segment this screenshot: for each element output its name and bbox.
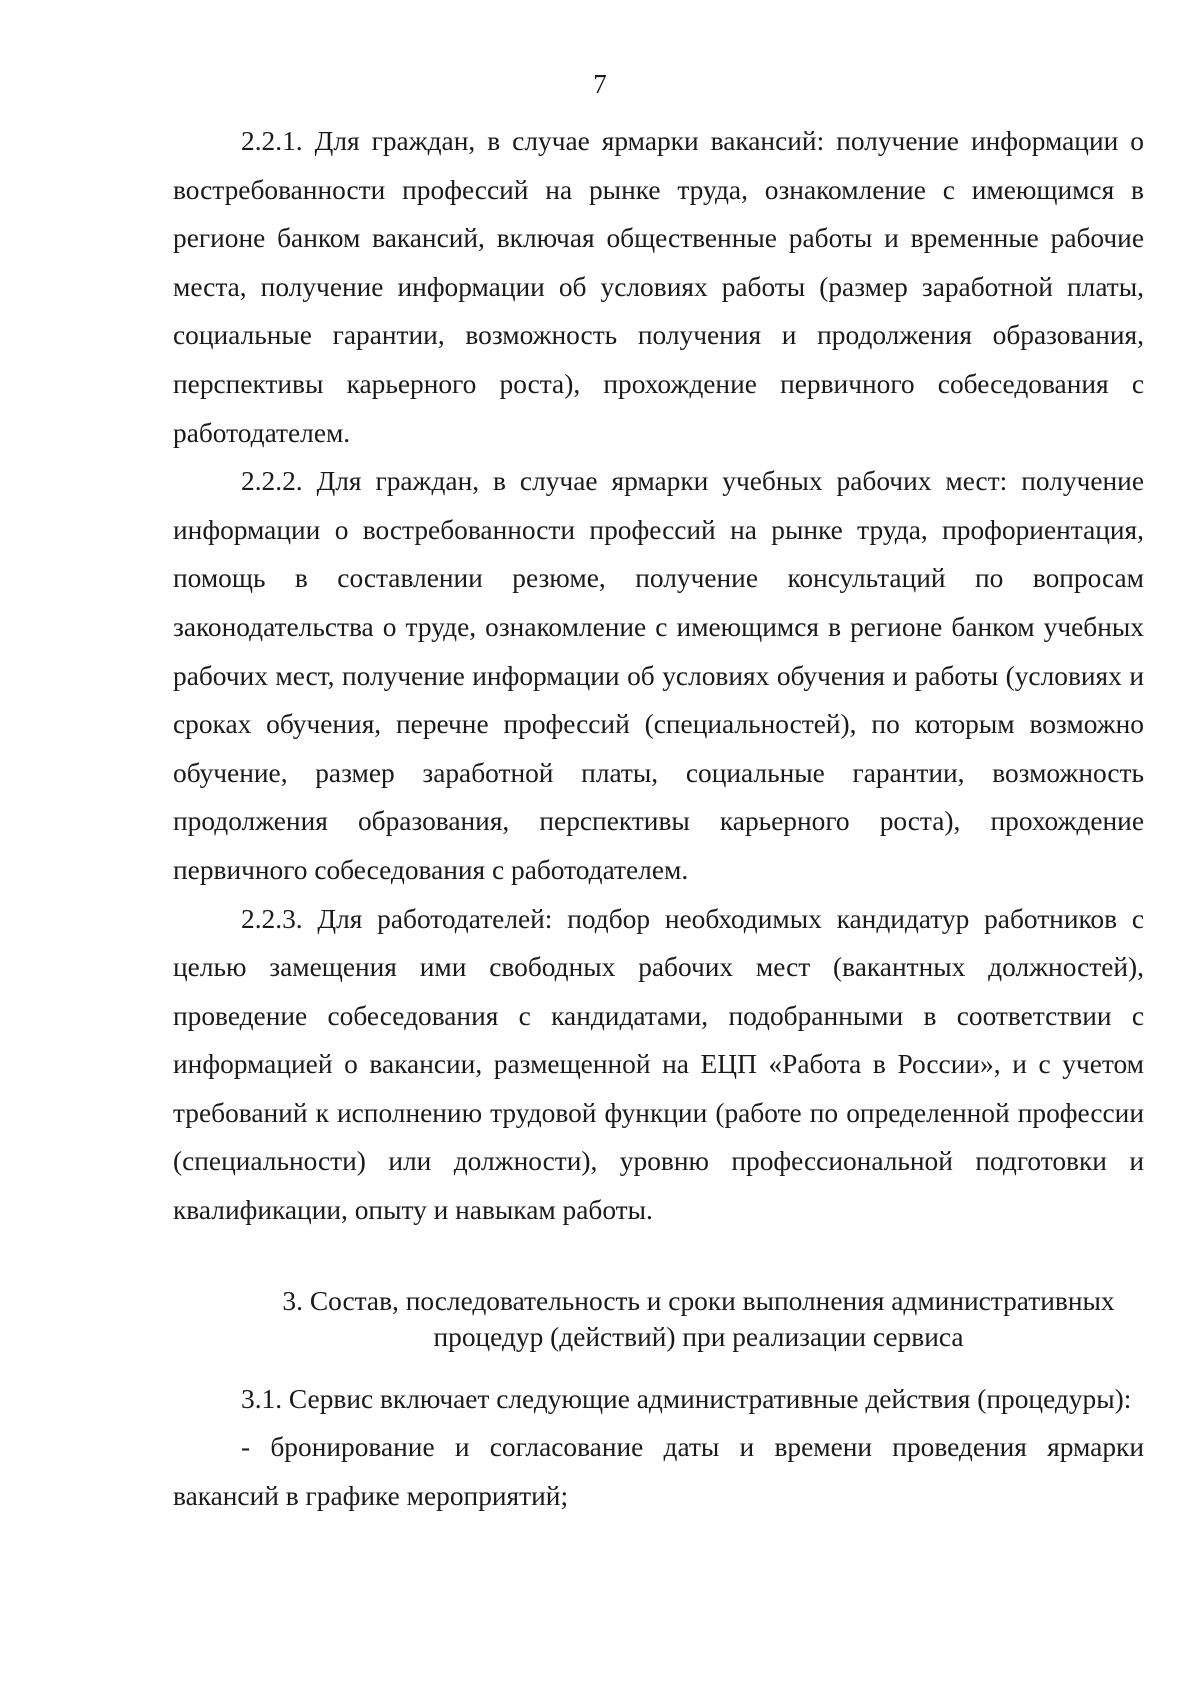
section-heading-line-2: процедур (действий) при реализации сервиса (433, 1321, 964, 1352)
page-body (173, 117, 1144, 1520)
paragraph-2-2-1: 2.2.1. Для граждан, в случае ярмарки вакансий: получение информации о востребованности профессий на рынке труда, ознакомление с имеющимся в регионе банком вакансий, включая общественные работы и временные рабочие места, получение информации об условиях работы (размер заработной платы, социальные гарантии, возможность получения и продолжения образования, перспективы карьерного роста), прохождение первичного собеседования с работодателем. (173, 126, 1144, 448)
page-number: 7 (593, 69, 607, 99)
list-item-booking: - бронирование и согласование даты и времени проведения ярмарки вакансий в графике мероприятий; (173, 1432, 1144, 1511)
paragraph-2-2-2: 2.2.2. Для граждан, в случае ярмарки учебных рабочих мест: получение информации о востребованности профессий на рынке труда, профориентация, помощь в составлении резюме, получение консультаций по вопросам законодательства о труде, ознакомление с имеющимся в регионе банком учебных рабочих мест, получение информации об условиях обучения и работы (условиях и сроках обучения, перечне профессий (специальностей), по которым возможно обучение, размер заработной платы, социальные гарантии, возможность продолжения образования, перспективы карьерного роста), прохождение первичного собеседования с работодателем. (173, 466, 1144, 885)
paragraph-2-2-3: 2.2.3. Для работодателей: подбор необходимых кандидатур работников с целью замещения ими свободных рабочих мест (вакантных должностей), проведение собеседования с кандидатами, подобранными в соответствии с информацией о вакансии, размещенной на ЕЦП «Работа в России», и с учетом требований к исполнению трудовой функции (работе по определенной профессии (специальности) или должности), уровню профессиональной подготовки и квалификации, опыту и навыкам работы. (173, 903, 1144, 1226)
section-heading-line-1: 3. Состав, последовательность и сроки выполнения административных (282, 1285, 1115, 1316)
section-heading-3 (173, 1283, 1144, 1355)
paragraph-3-1: 3.1. Сервис включает следующие административные действия (процедуры): (241, 1383, 1132, 1414)
